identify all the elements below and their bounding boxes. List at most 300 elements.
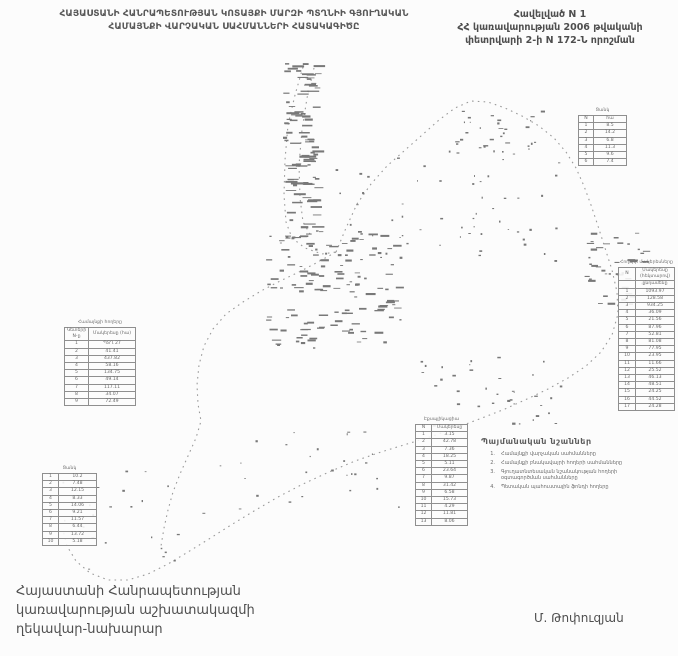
map-mark bbox=[360, 233, 362, 235]
legend-item-label: Պետական պահուստային ֆոնդի հողերը bbox=[501, 484, 609, 491]
table-row bbox=[65, 370, 136, 377]
map-mark bbox=[301, 136, 307, 138]
table-cell: 1093.97 bbox=[636, 288, 675, 295]
map-mark bbox=[374, 310, 384, 311]
map-mark bbox=[627, 243, 630, 245]
map-mark bbox=[299, 290, 304, 292]
map-mark bbox=[473, 218, 475, 219]
table-cell: 437.82 bbox=[89, 355, 136, 362]
map-mark bbox=[285, 165, 295, 166]
map-mark bbox=[286, 132, 292, 134]
map-mark bbox=[497, 120, 501, 122]
map-mark bbox=[308, 164, 311, 165]
map-mark bbox=[352, 323, 360, 324]
table-row bbox=[619, 382, 675, 389]
map-mark bbox=[347, 284, 351, 285]
map-mark bbox=[640, 253, 644, 254]
map-mark bbox=[460, 236, 461, 237]
map-mark bbox=[499, 221, 501, 223]
table-cell: 7.4 bbox=[594, 159, 627, 166]
table-row bbox=[65, 355, 136, 362]
map-mark bbox=[142, 500, 143, 502]
map-mark bbox=[393, 245, 402, 247]
map-mark bbox=[336, 278, 344, 280]
map-mark bbox=[281, 249, 289, 251]
table-cell: 31.42 bbox=[432, 482, 468, 489]
map-mark bbox=[283, 137, 287, 139]
table-row bbox=[619, 403, 675, 410]
map-mark bbox=[202, 513, 205, 514]
map-mark bbox=[355, 273, 360, 274]
boundary-line bbox=[63, 101, 618, 580]
table-row bbox=[579, 159, 627, 166]
map-mark bbox=[502, 159, 504, 160]
table-cell: 7 bbox=[43, 517, 59, 524]
map-mark bbox=[493, 150, 495, 152]
table-cell: 5 bbox=[43, 502, 59, 509]
map-mark bbox=[321, 259, 329, 261]
map-mark bbox=[304, 183, 313, 185]
table-cell: 2 bbox=[579, 130, 594, 137]
table-cell: 3 bbox=[65, 355, 89, 362]
table-row bbox=[619, 288, 675, 295]
map-mark bbox=[301, 335, 307, 336]
map-mark bbox=[244, 478, 245, 479]
map-mark bbox=[340, 265, 343, 266]
map-mark bbox=[312, 150, 324, 152]
table-cell: 6.44 bbox=[59, 524, 97, 531]
table-row bbox=[619, 303, 675, 310]
map-mark bbox=[326, 245, 332, 246]
map-mark bbox=[280, 287, 283, 288]
table-cell: 6 bbox=[43, 510, 59, 517]
map-mark bbox=[470, 360, 472, 362]
map-mark bbox=[352, 238, 359, 240]
map-mark bbox=[504, 198, 507, 199]
map-mark bbox=[541, 111, 545, 113]
map-mark bbox=[469, 364, 470, 365]
map-mark bbox=[510, 399, 513, 401]
map-mark bbox=[398, 506, 400, 508]
table-cell: Մակերեսը (հեկտարով) bbox=[636, 268, 675, 281]
map-mark bbox=[311, 83, 316, 84]
map-mark bbox=[292, 202, 303, 204]
table-cell: 21.56 bbox=[636, 317, 675, 324]
map-mark bbox=[440, 218, 443, 220]
table-cell: 23.95 bbox=[636, 353, 675, 360]
map-mark bbox=[490, 139, 494, 141]
map-mark bbox=[512, 423, 515, 425]
legend-item-label: Համայնքի վարչական սահմանները bbox=[501, 451, 596, 457]
table-cell: 11.66 bbox=[636, 360, 675, 367]
table-cell: 8 bbox=[65, 391, 89, 398]
table-row bbox=[579, 116, 627, 123]
legend-item-label: Գյուղատնտեսական նշանակության հողերի օգտագործման սահմանները bbox=[501, 469, 618, 482]
map-mark bbox=[343, 460, 345, 462]
map-mark bbox=[309, 85, 318, 87]
table-cell: 13 bbox=[416, 518, 432, 525]
map-mark bbox=[470, 369, 474, 371]
map-mark bbox=[300, 266, 303, 267]
map-mark bbox=[519, 423, 521, 424]
table-cell: 12.15 bbox=[59, 488, 97, 495]
map-mark bbox=[385, 289, 388, 291]
map-mark bbox=[399, 237, 400, 238]
table-cell: 41.41 bbox=[89, 348, 136, 355]
map-mark bbox=[306, 283, 313, 285]
map-mark bbox=[292, 284, 296, 286]
map-mark bbox=[609, 273, 611, 275]
map-mark bbox=[355, 284, 359, 286]
table-cell: N bbox=[416, 425, 432, 432]
map-mark bbox=[313, 347, 315, 348]
table-row bbox=[416, 439, 468, 446]
map-mark bbox=[455, 141, 459, 142]
map-mark bbox=[309, 245, 313, 247]
map-mark bbox=[531, 143, 533, 145]
table-row bbox=[416, 475, 468, 482]
table-cell: 10 bbox=[619, 353, 636, 360]
map-mark bbox=[351, 473, 353, 475]
map-mark bbox=[452, 375, 456, 377]
table-row bbox=[619, 375, 675, 382]
map-mark bbox=[534, 396, 538, 397]
map-mark bbox=[474, 226, 475, 227]
map-mark bbox=[543, 361, 545, 363]
map-mark bbox=[165, 552, 167, 554]
map-mark bbox=[266, 259, 272, 260]
map-mark bbox=[362, 192, 364, 194]
table-row bbox=[65, 328, 136, 341]
table-cell: 9.87 bbox=[432, 475, 468, 482]
table-row bbox=[619, 310, 675, 317]
map-mark bbox=[499, 128, 504, 129]
map-mark bbox=[554, 260, 557, 262]
map-mark bbox=[548, 412, 550, 414]
map-mark bbox=[460, 139, 463, 141]
table-row bbox=[43, 495, 97, 502]
annex-line3: փետրվարի 2-ի N 172-Ն որոշման bbox=[465, 35, 635, 46]
map-mark bbox=[345, 313, 353, 314]
table-cell: 6 bbox=[416, 468, 432, 475]
table-row bbox=[43, 474, 97, 481]
table-caption: Ցանկ bbox=[62, 466, 77, 471]
map-mark bbox=[383, 341, 387, 343]
table-cell: 934.25 bbox=[636, 303, 675, 310]
table-cell: 48.51 bbox=[636, 382, 675, 389]
map-mark bbox=[325, 253, 327, 255]
map-mark bbox=[517, 198, 519, 199]
map-mark bbox=[288, 179, 294, 180]
table-cell: 49.14 bbox=[89, 377, 136, 384]
map-mark bbox=[347, 432, 350, 433]
map-mark bbox=[307, 91, 319, 92]
map-mark bbox=[286, 237, 289, 238]
map-mark bbox=[335, 320, 343, 322]
map-mark bbox=[300, 329, 308, 330]
map-mark bbox=[402, 216, 404, 218]
table-cell: 77.95 bbox=[636, 346, 675, 353]
table-caption: Համայնքի հողերը bbox=[77, 320, 123, 325]
table-cell: 72.49 bbox=[89, 399, 136, 406]
map-mark bbox=[372, 247, 377, 249]
map-mark bbox=[296, 165, 308, 166]
map-mark bbox=[301, 226, 309, 228]
map-mark bbox=[555, 228, 557, 230]
table-cell: 1 bbox=[579, 123, 594, 130]
map-mark bbox=[502, 151, 504, 153]
map-mark bbox=[376, 478, 378, 479]
map-mark bbox=[177, 534, 180, 535]
table-row bbox=[619, 331, 675, 338]
map-mark bbox=[387, 248, 392, 249]
map-mark bbox=[528, 149, 530, 150]
table-cell: 2 bbox=[65, 348, 89, 355]
map-mark bbox=[345, 260, 352, 262]
map-mark bbox=[359, 173, 362, 175]
map-mark bbox=[478, 406, 481, 408]
table-cell: 25.52 bbox=[636, 367, 675, 374]
map-mark bbox=[320, 260, 322, 261]
table-row bbox=[65, 399, 136, 406]
table-cell: 9 bbox=[416, 489, 432, 496]
map-mark bbox=[532, 374, 534, 375]
map-mark bbox=[313, 107, 321, 108]
map-mark bbox=[293, 184, 297, 186]
map-mark bbox=[287, 212, 296, 214]
table-row bbox=[416, 432, 468, 439]
map-mark bbox=[470, 122, 471, 123]
map-mark bbox=[319, 231, 323, 232]
table-cell: 11.81 bbox=[432, 511, 468, 518]
annex-line1: Հավելված N 1 bbox=[513, 9, 587, 20]
legend-item bbox=[481, 470, 641, 482]
map-mark bbox=[308, 340, 316, 342]
table-cell: 44.52 bbox=[636, 396, 675, 403]
map-mark bbox=[479, 250, 482, 252]
table-cell: N bbox=[619, 268, 636, 281]
map-mark bbox=[363, 432, 366, 433]
map-mark bbox=[240, 463, 241, 464]
table-cell: 6.58 bbox=[432, 489, 468, 496]
map-mark bbox=[307, 200, 317, 202]
table-cell: 46.13 bbox=[636, 375, 675, 382]
signatory-line3: ղեկավար-նախարար bbox=[16, 622, 163, 637]
legend-item-number: 1. bbox=[490, 451, 495, 457]
map-mark bbox=[309, 280, 314, 281]
map-mark bbox=[284, 140, 288, 142]
map-mark bbox=[378, 306, 387, 308]
annex-line2: ՀՀ կառավարության 2006 թվականի bbox=[457, 22, 643, 33]
map-mark bbox=[105, 542, 107, 544]
map-mark bbox=[299, 132, 310, 134]
map-mark bbox=[457, 403, 460, 405]
table-cell: 17 bbox=[619, 403, 636, 410]
table-row bbox=[619, 295, 675, 302]
map-mark bbox=[271, 278, 279, 280]
map-mark bbox=[287, 309, 295, 310]
map-mark bbox=[270, 329, 278, 331]
map-mark bbox=[302, 125, 312, 127]
table-cell: 8.06 bbox=[432, 518, 468, 525]
map-mark bbox=[301, 342, 305, 344]
map-mark bbox=[315, 178, 320, 180]
table-mid-bottom-explication bbox=[415, 417, 468, 526]
map-mark bbox=[307, 272, 315, 274]
map-mark bbox=[480, 181, 482, 182]
table-cell: 4 bbox=[65, 363, 89, 370]
table-cell: 8.5 bbox=[594, 123, 627, 130]
map-mark bbox=[330, 325, 337, 327]
data-table bbox=[42, 473, 97, 546]
map-mark bbox=[497, 122, 499, 124]
map-mark bbox=[503, 132, 505, 134]
table-cell: 1 bbox=[416, 432, 432, 439]
map-mark bbox=[513, 154, 515, 155]
table-bottom-left-list bbox=[42, 466, 97, 546]
map-mark bbox=[524, 244, 527, 246]
map-mark bbox=[290, 143, 301, 144]
map-mark bbox=[389, 317, 394, 319]
map-mark bbox=[305, 472, 307, 474]
map-mark bbox=[508, 229, 509, 230]
data-table bbox=[578, 115, 627, 166]
map-mark bbox=[287, 119, 292, 120]
table-cell: 11.3 bbox=[594, 144, 627, 151]
map-mark bbox=[389, 300, 399, 301]
table-cell: 5.18 bbox=[59, 538, 97, 545]
map-mark bbox=[331, 470, 334, 472]
page-title-line2: ՀԱՄԱՅՆՔԻ ՎԱՐՉԱԿԱՆ ՍԱՀՄԱՆՆԵՐԻ ՀԱՏԱԿԱԳԻԾԸ bbox=[108, 22, 360, 32]
legend-item-label: Համայնքի բնակավայրի հողերի սահմանները bbox=[501, 460, 623, 467]
map-mark bbox=[540, 405, 542, 406]
map-mark bbox=[350, 224, 352, 226]
map-mark bbox=[603, 295, 608, 297]
map-mark bbox=[497, 394, 499, 395]
map-mark bbox=[272, 340, 281, 341]
map-mark bbox=[151, 537, 152, 539]
map-mark bbox=[591, 249, 597, 251]
map-mark bbox=[130, 506, 132, 508]
map-mark bbox=[350, 281, 353, 282]
map-mark bbox=[287, 264, 295, 265]
table-row bbox=[579, 137, 627, 144]
map-mark bbox=[514, 392, 515, 393]
map-mark bbox=[591, 241, 594, 242]
map-mark bbox=[500, 136, 502, 137]
table-cell: 8 bbox=[619, 339, 636, 346]
table-row bbox=[416, 489, 468, 496]
map-mark bbox=[514, 403, 515, 404]
map-mark bbox=[220, 465, 222, 466]
table-caption: Հողերի մակերեսները bbox=[620, 260, 673, 265]
map-mark bbox=[468, 117, 471, 119]
map-mark bbox=[378, 252, 382, 254]
map-mark bbox=[313, 254, 319, 255]
table-cell: 12 bbox=[416, 511, 432, 518]
table-row bbox=[65, 348, 136, 355]
table-cell: 15 bbox=[619, 389, 636, 396]
map-mark bbox=[345, 310, 350, 312]
table-cell: 5 bbox=[65, 370, 89, 377]
map-mark bbox=[422, 372, 425, 373]
table-cell: 11.57 bbox=[59, 517, 97, 524]
map-mark bbox=[391, 219, 393, 221]
table-cell: N bbox=[579, 116, 594, 123]
map-mark bbox=[301, 496, 303, 497]
map-mark bbox=[449, 151, 451, 153]
map-mark bbox=[312, 146, 319, 148]
table-row bbox=[619, 281, 675, 288]
map-mark bbox=[588, 257, 590, 259]
map-mark bbox=[504, 129, 507, 130]
table-cell: ՊՏՂ 27 bbox=[89, 341, 136, 348]
table-cell: 2 bbox=[43, 481, 59, 488]
map-mark bbox=[314, 65, 326, 67]
map-mark bbox=[439, 245, 440, 246]
map-mark bbox=[284, 70, 291, 72]
table-row bbox=[65, 384, 136, 391]
map-mark bbox=[329, 246, 338, 247]
map-mark bbox=[635, 233, 639, 234]
map-mark bbox=[310, 456, 311, 457]
map-mark bbox=[608, 303, 616, 305]
map-mark bbox=[377, 309, 384, 310]
table-cell: 3 bbox=[619, 303, 636, 310]
map-mark bbox=[497, 357, 501, 359]
page-title bbox=[28, 8, 440, 34]
table-cell: 24.28 bbox=[636, 403, 675, 410]
map-mark bbox=[306, 243, 314, 245]
map-mark bbox=[528, 145, 530, 147]
map-mark bbox=[617, 242, 623, 244]
table-cell: 9 bbox=[43, 531, 59, 538]
map-mark bbox=[476, 213, 477, 215]
table-cell: 14.2 bbox=[594, 130, 627, 137]
map-mark bbox=[400, 257, 403, 259]
table-cell: 15.73 bbox=[432, 497, 468, 504]
table-cell: 34.07 bbox=[89, 391, 136, 398]
map-mark bbox=[358, 231, 362, 233]
map-mark bbox=[462, 111, 465, 112]
legend-item bbox=[481, 485, 641, 491]
table-cell: Մակերեսը (հա) bbox=[89, 328, 136, 341]
map-mark bbox=[596, 247, 603, 248]
legend-item bbox=[481, 461, 641, 467]
table-cell: 4 bbox=[579, 144, 594, 151]
map-mark bbox=[360, 259, 363, 260]
map-mark bbox=[307, 78, 312, 80]
map-mark bbox=[348, 332, 354, 334]
map-mark bbox=[555, 423, 558, 424]
table-cell: 12 bbox=[619, 367, 636, 374]
table-cell: 7.36 bbox=[432, 446, 468, 453]
map-mark bbox=[421, 361, 424, 363]
map-mark bbox=[346, 475, 348, 476]
table-row bbox=[416, 461, 468, 468]
table-row bbox=[619, 268, 675, 281]
table-cell: 42.78 bbox=[432, 439, 468, 446]
map-mark bbox=[286, 112, 299, 114]
table-cell: 5 bbox=[416, 461, 432, 468]
map-mark bbox=[386, 274, 393, 275]
table-cell: 9 bbox=[65, 399, 89, 406]
map-mark bbox=[362, 338, 367, 339]
table-row bbox=[43, 481, 97, 488]
map-mark bbox=[285, 236, 291, 237]
map-mark bbox=[319, 275, 324, 277]
table-cell: 6 bbox=[579, 159, 594, 166]
